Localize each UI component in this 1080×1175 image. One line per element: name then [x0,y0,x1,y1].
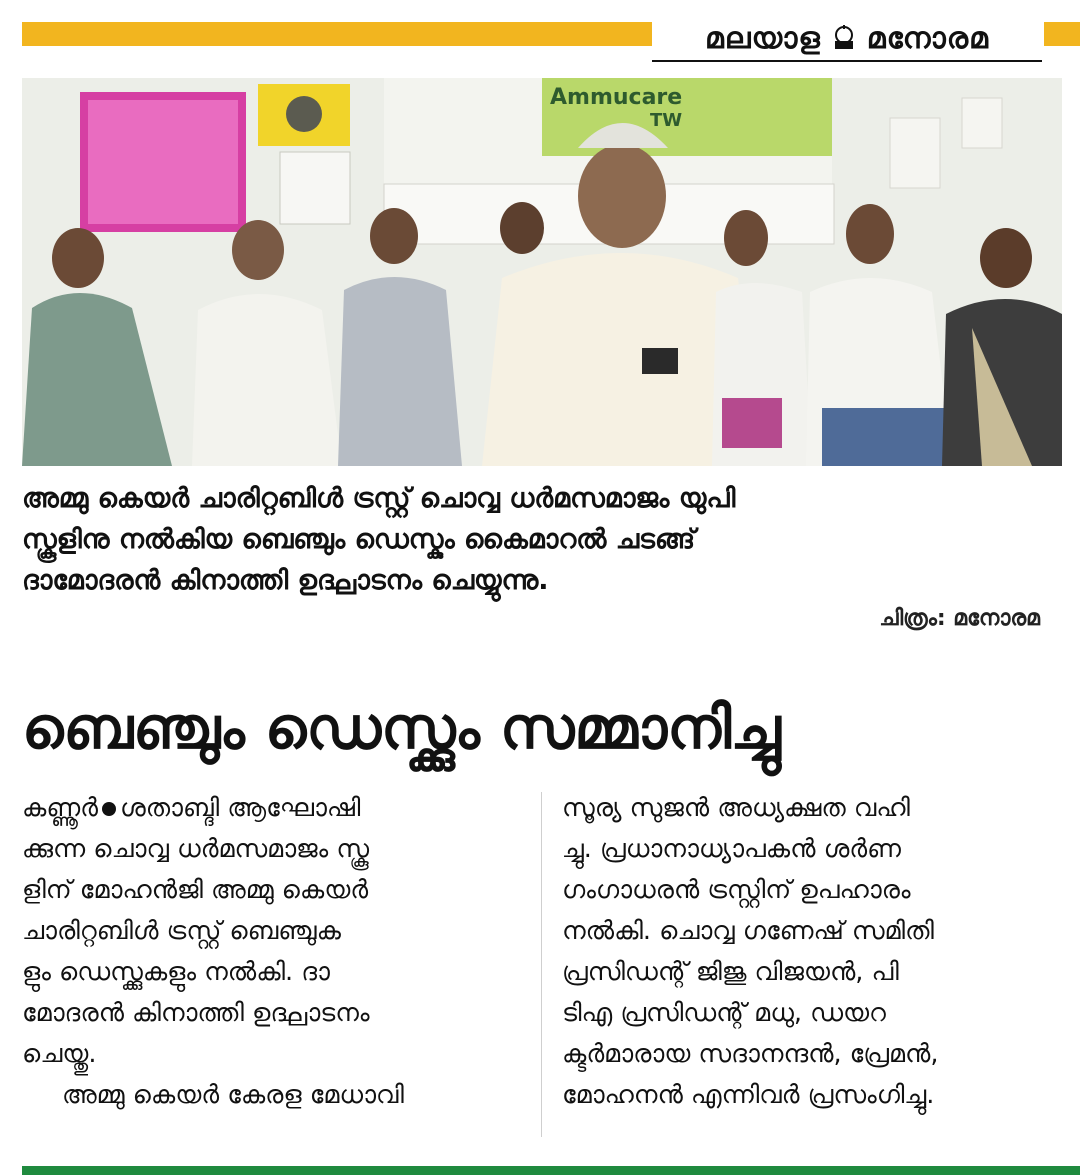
caption-line: സ്കൂളിനു നൽകിയ ബെഞ്ചും ഡെസ്കും കൈമാറൽ ചടങ്ങ് [22,524,696,555]
article-line: ചാരിറ്റബിൾ ട്രസ്റ്റ് ബെഞ്ചുക [22,916,341,946]
news-photo [22,78,1062,466]
article-column-right [562,788,1062,1116]
article-line: ചെയ്തു. [22,1039,97,1069]
article-line: പ്രസിഡന്റ് ജിജു വിജയൻ, പി [562,957,899,987]
article-line: ശതാബ്ദി ആഘോഷി [120,793,361,823]
masthead-left-word: മലയാള [705,20,821,56]
caption-line: ദാമോദരൻ കിനാത്തി ഉദ്ഘാടനം ചെയ്യുന്നു. [22,565,549,596]
article-line: സൂര്യ സുജൻ അധ്യക്ഷത വഹി [562,793,910,823]
photo-credit: ചിത്രം: മനോരമ [879,606,1040,631]
masthead-accent-bar-right [1044,22,1080,46]
article-line: ക്കുന്ന ചൊവ്വ ധർമസമാജം സ്കൂ [22,834,370,864]
masthead-right-word: മനോരമ [866,20,989,56]
dateline-bullet-icon [102,802,116,816]
article-headline: ബെഞ്ചും ഡെസ്ക്കും സമ്മാനിച്ചു [22,694,781,762]
article-line: ളിന് മോഹൻജി അമ്മു കെയർ [22,875,369,905]
banner-text: Ammucare [550,85,683,110]
newspaper-masthead [652,16,1042,62]
dateline: കണ്ണൂർ [22,793,98,823]
photo-caption [22,478,1052,601]
column-divider [541,792,542,1137]
footer-accent-bar [22,1166,1080,1175]
article-column-left [22,788,522,1116]
article-line: നൽകി. ചൊവ്വ ഗണേഷ് സമിതി [562,916,934,946]
caption-line: അമ്മു കെയർ ചാരിറ്റബിൾ ട്രസ്റ്റ് ചൊവ്വ ധർമസമാജം യുപി [22,483,736,514]
article-line: ളും ഡെസ്ക്കുകളും നൽകി. ദാ [22,957,330,987]
article-line: ച്ചു. പ്രധാനാധ്യാപകൻ ശർണ [562,834,901,864]
masthead-accent-bar [22,22,652,46]
article-line: ഗംഗാധരൻ ട്രസ്റ്റിന് ഉപഹാരം [562,875,911,905]
article-line: മോദരൻ കിനാത്തി ഉദ്ഘാടനം [22,998,370,1028]
article-line-first [22,788,522,829]
banner-sub: TW [650,110,683,131]
article-line: മോഹനൻ എന്നിവർ പ്രസംഗിച്ചു. [562,1080,935,1110]
article-line: ക്ടർമാരായ സദാനന്ദൻ, പ്രേമൻ, [562,1039,939,1069]
article-line: ടിഎ പ്രസിഡന്റ് മധു, ഡയറ [562,998,886,1028]
article-line: അമ്മു കെയർ കേരള മേധാവി [62,1080,404,1110]
emblem-icon [829,23,859,53]
